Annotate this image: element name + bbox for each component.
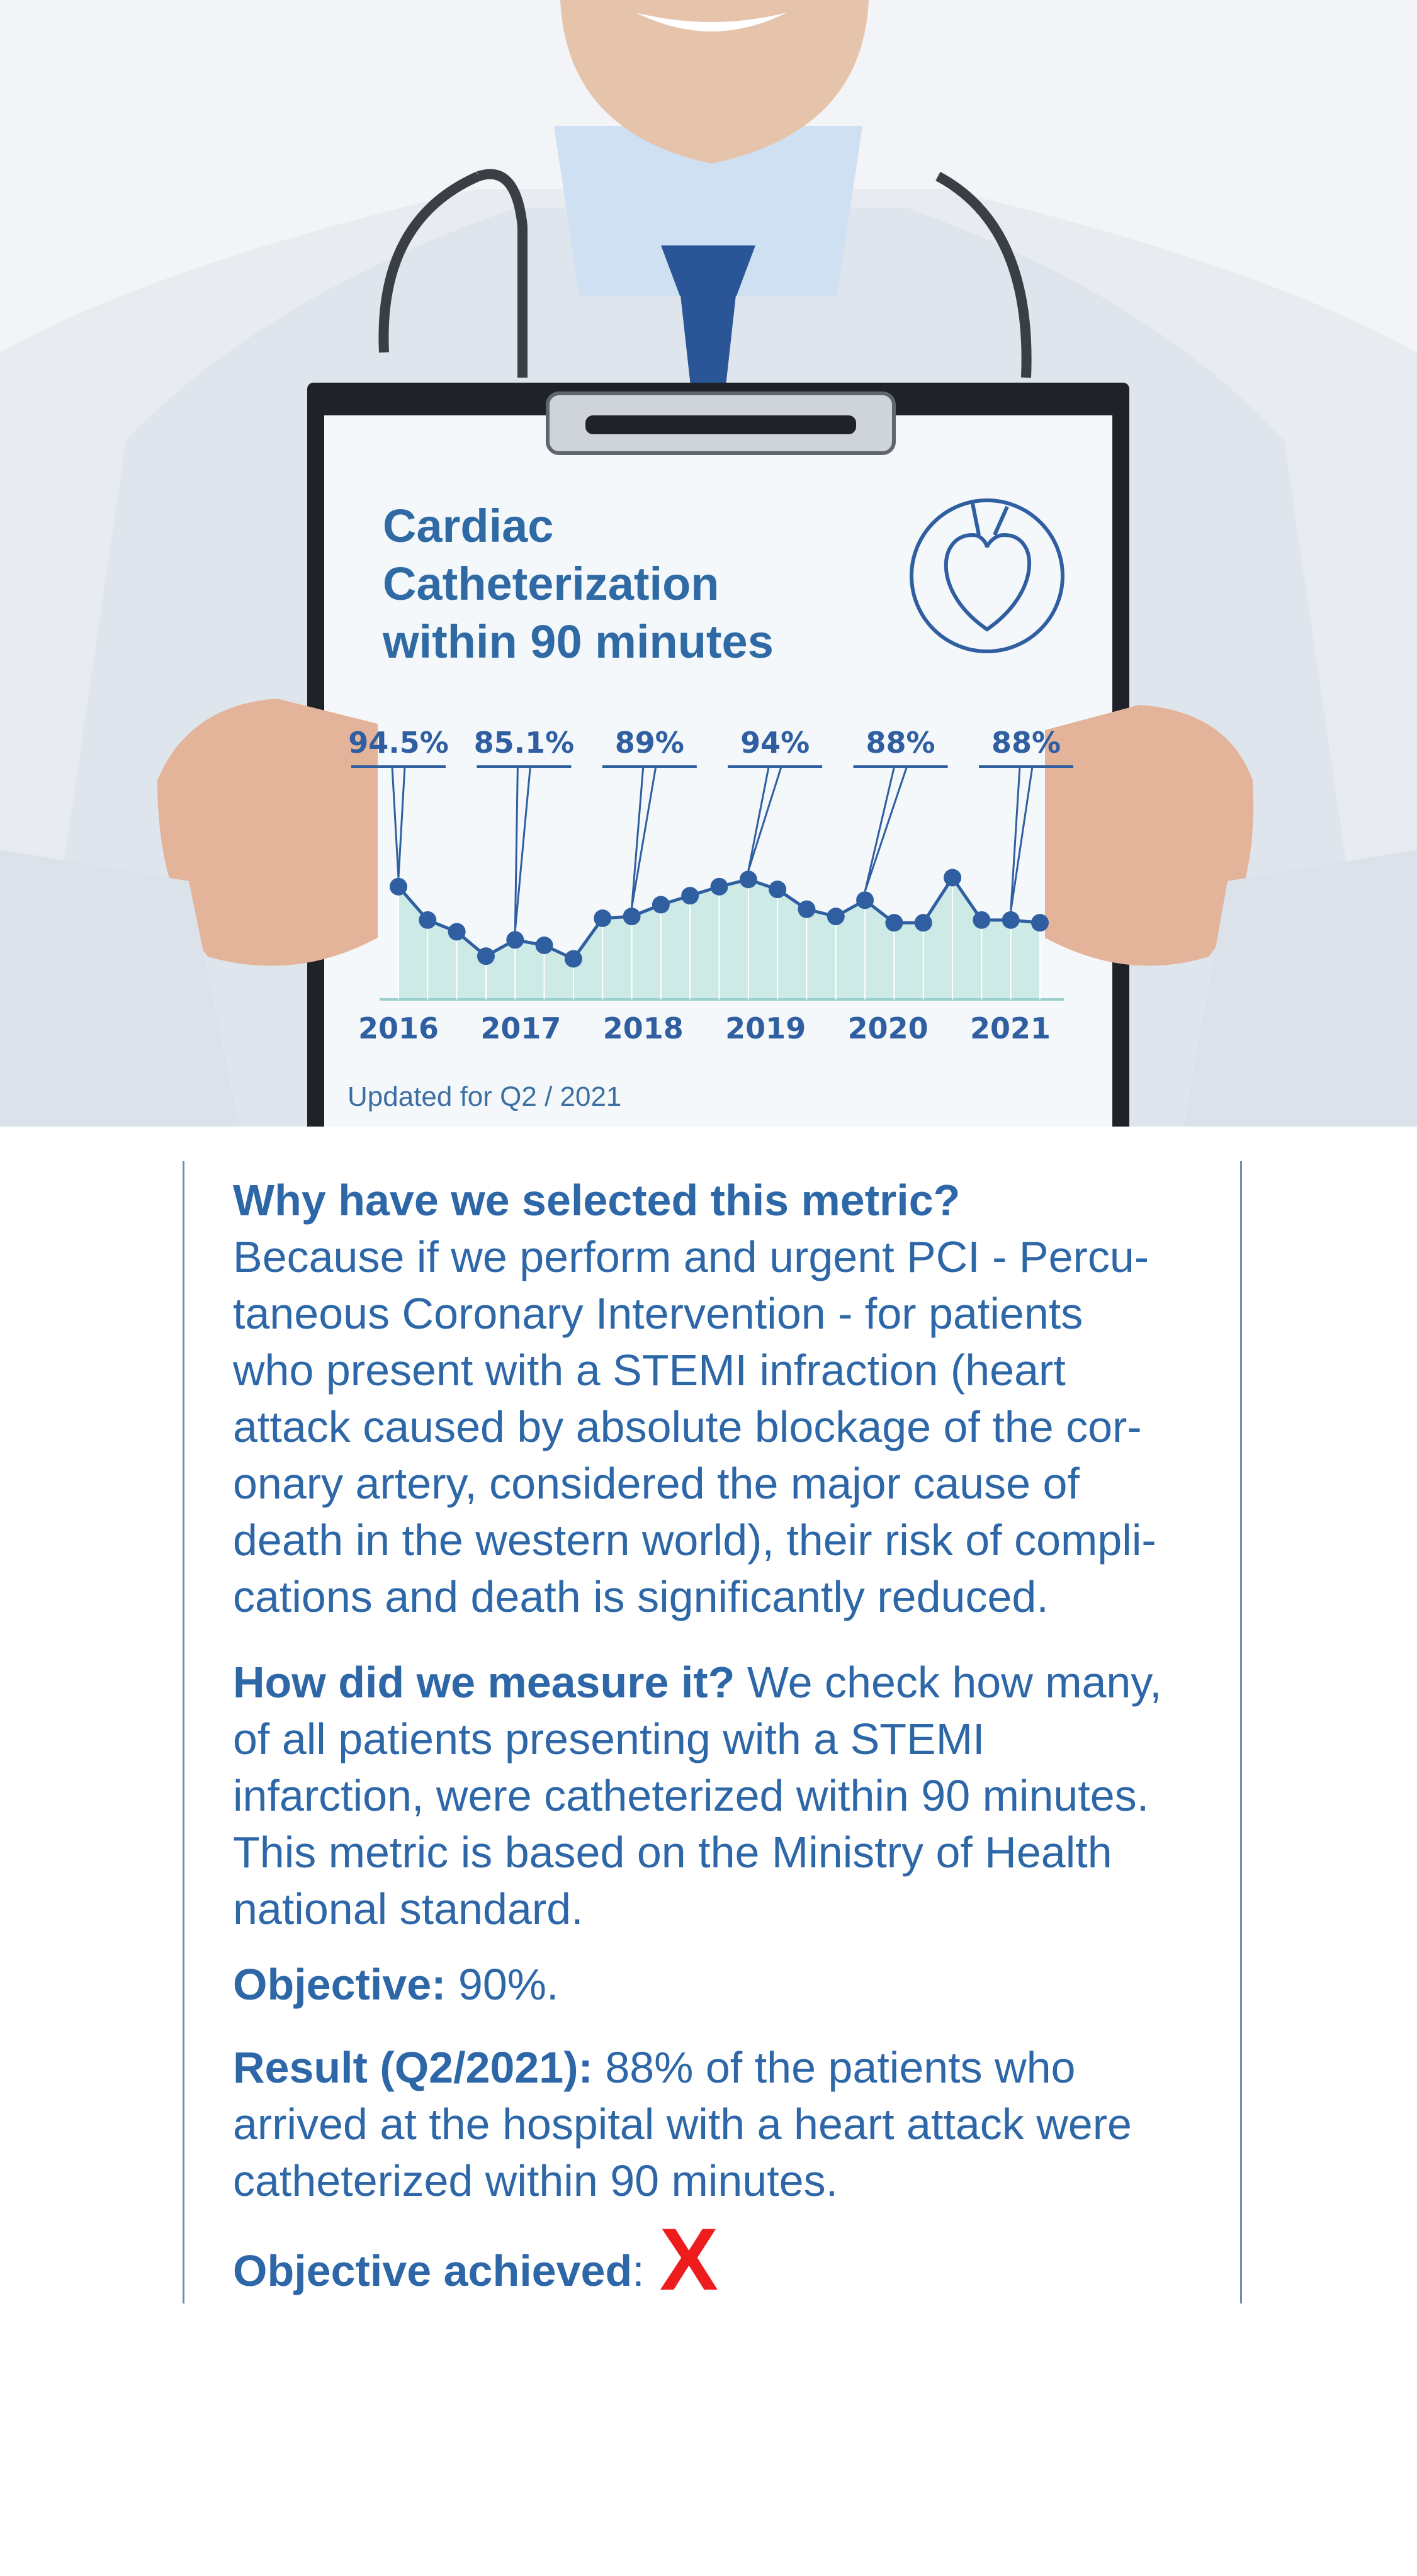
data-point bbox=[973, 911, 990, 929]
data-point bbox=[506, 931, 524, 948]
data-point bbox=[565, 950, 582, 968]
why-text-line: taneous Coronary Intervention - for patients bbox=[233, 1289, 1083, 1338]
result-label: Result (Q2/2021): bbox=[233, 2043, 593, 2092]
achieved-label: Objective achieved bbox=[233, 2246, 633, 2295]
x-tick-label: 2018 bbox=[602, 1011, 684, 1045]
data-point bbox=[798, 901, 815, 918]
data-point bbox=[915, 914, 932, 931]
why-text-line: cations and death is significantly reduced. bbox=[233, 1572, 1049, 1621]
objective-section bbox=[233, 1956, 1221, 2013]
data-point bbox=[477, 947, 495, 965]
callout-label: 94% bbox=[740, 726, 810, 760]
x-tick-label: 2021 bbox=[969, 1011, 1051, 1045]
x-tick-label: 2020 bbox=[847, 1011, 929, 1045]
x-tick-label: 2016 bbox=[358, 1011, 439, 1045]
not-achieved-x-icon: X bbox=[659, 2210, 719, 2309]
data-point bbox=[827, 908, 845, 925]
data-point bbox=[740, 870, 757, 888]
objective-value: 90%. bbox=[446, 1960, 559, 2009]
data-point bbox=[1002, 911, 1020, 929]
chart-title-line: Cardiac bbox=[383, 500, 554, 552]
why-text-line: onary artery, considered the major cause of bbox=[233, 1459, 1080, 1508]
result-text-first: 88% of the patients who bbox=[592, 2043, 1076, 2092]
result-text-line: catheterized within 90 minutes. bbox=[233, 2156, 838, 2205]
achieved-colon: : bbox=[632, 2246, 645, 2295]
data-point bbox=[885, 914, 903, 931]
callout-label: 85.1% bbox=[473, 726, 575, 760]
x-tick-label: 2019 bbox=[725, 1011, 806, 1045]
chart-title bbox=[383, 497, 886, 671]
why-text-line: death in the western world), their risk of compli- bbox=[233, 1516, 1156, 1565]
why-text-line: Because if we perform and urgent PCI - Percu- bbox=[233, 1232, 1149, 1281]
how-text-line: of all patients presenting with a STEMI bbox=[233, 1714, 985, 1763]
x-tick-label: 2017 bbox=[480, 1011, 562, 1045]
data-point bbox=[419, 911, 436, 929]
why-text-line: who present with a STEMI infraction (heart bbox=[233, 1346, 1066, 1395]
data-point bbox=[769, 880, 786, 898]
chart-title-line: within 90 minutes bbox=[383, 616, 774, 668]
callout-label: 94.5% bbox=[348, 726, 449, 760]
result-section bbox=[233, 2039, 1221, 2209]
result-text-line: arrived at the hospital with a heart attack were bbox=[233, 2100, 1132, 2149]
how-text-line: This metric is based on the Ministry of Health bbox=[233, 1828, 1112, 1877]
objective-label: Objective: bbox=[233, 1960, 446, 2009]
data-point bbox=[856, 891, 874, 909]
updated-label: Updated for Q2 / 2021 bbox=[347, 1081, 622, 1112]
how-heading: How did we measure it? bbox=[233, 1658, 735, 1707]
callout-label: 88% bbox=[991, 726, 1061, 760]
data-point bbox=[681, 887, 699, 904]
how-text-line: infarction, were catheterized within 90 minutes. bbox=[233, 1771, 1149, 1820]
data-point bbox=[448, 923, 466, 941]
why-heading: Why have we selected this metric? bbox=[233, 1176, 961, 1225]
data-point bbox=[711, 878, 728, 896]
data-point bbox=[594, 909, 611, 927]
data-point bbox=[1031, 914, 1049, 931]
data-point bbox=[944, 869, 961, 887]
how-text-first: We check how many, bbox=[735, 1658, 1162, 1707]
data-point bbox=[652, 896, 670, 914]
callout-label: 88% bbox=[866, 726, 935, 760]
why-text-line: attack caused by absolute blockage of the cor- bbox=[233, 1402, 1142, 1451]
data-point bbox=[536, 936, 553, 954]
how-text-line: national standard. bbox=[233, 1884, 584, 1933]
data-point bbox=[623, 908, 641, 925]
chart-title-line: Catheterization bbox=[383, 558, 720, 610]
how-section bbox=[233, 1654, 1221, 1937]
why-section bbox=[233, 1172, 1221, 1625]
achieved-section bbox=[233, 2210, 1221, 2309]
callout-label: 89% bbox=[614, 726, 684, 760]
data-point bbox=[390, 878, 407, 896]
